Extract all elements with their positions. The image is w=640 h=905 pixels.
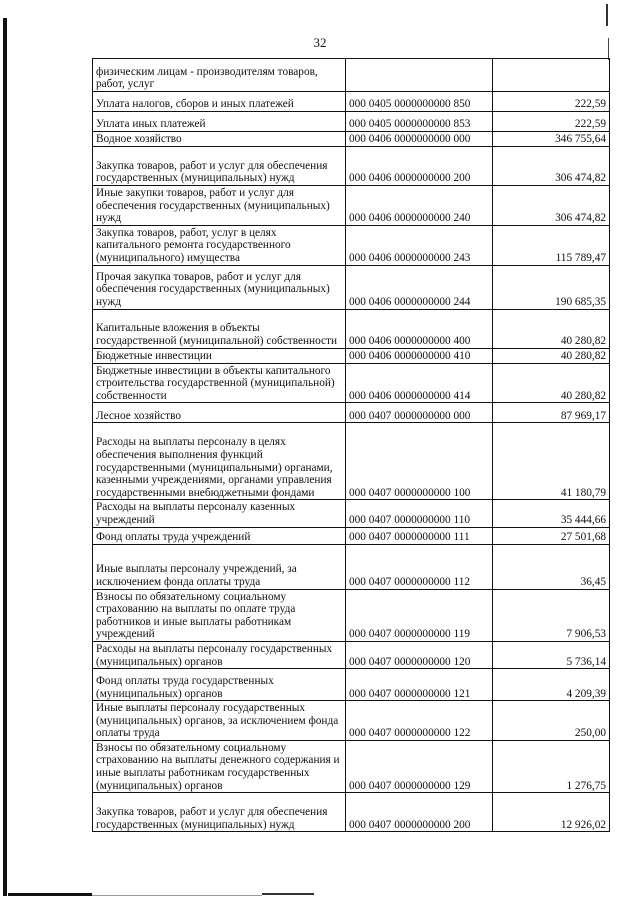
scan-edge-bottom-faint (92, 895, 262, 896)
table-row (93, 403, 610, 423)
scan-edge-bottom (8, 893, 92, 896)
table-row (93, 500, 610, 527)
expense-name: Взносы по обязательному социальному страхованию на выплаты по оплате труда работников и иные выплаты работникам учреждений (93, 589, 346, 641)
expense-name: Закупка товаров, работ, услуг в целях капитального ремонта государственного (муниципального) имущества (93, 225, 346, 265)
budget-code (346, 59, 493, 92)
page-number: 32 (313, 35, 327, 50)
amount: 222,59 (493, 92, 610, 112)
amount (493, 59, 610, 92)
amount: 190 685,35 (493, 265, 610, 309)
expense-name: Водное хозяйство (93, 132, 346, 147)
amount: 41 180,79 (493, 423, 610, 500)
expense-name: Бюджетные инвестиции в объекты капитального строительства государственной (муниципальной) собственности (93, 363, 346, 403)
table-row (93, 348, 610, 363)
expense-name: физическим лицам - производителям товаров, работ, услуг (93, 59, 346, 92)
expense-name: Фонд оплаты труда государственных (муниципальных) органов (93, 669, 346, 701)
budget-code: 000 0407 0000000000 121 (346, 669, 493, 701)
amount: 35 444,66 (493, 500, 610, 527)
amount: 40 280,82 (493, 348, 610, 363)
expense-name: Взносы по обязательному социальному страхованию на выплаты денежного содержания и иные выплаты работникам государственных (муниципальных) органов (93, 740, 346, 792)
amount: 36,45 (493, 544, 610, 589)
budget-code: 000 0407 0000000000 122 (346, 701, 493, 741)
table-row (93, 59, 610, 92)
table-row (93, 225, 610, 265)
budget-code: 000 0405 0000000000 853 (346, 112, 493, 132)
table-row (93, 92, 610, 112)
scan-mark-bottom (262, 893, 314, 895)
expense-name: Капитальные вложения в объекты государственной (муниципальной) собственности (93, 309, 346, 348)
amount: 4 209,39 (493, 669, 610, 701)
budget-code: 000 0406 0000000000 400 (346, 309, 493, 348)
amount: 12 926,02 (493, 793, 610, 832)
expense-name: Лесное хозяйство (93, 403, 346, 423)
amount: 306 474,82 (493, 186, 610, 226)
expense-name: Бюджетные инвестиции (93, 348, 346, 363)
budget-code: 000 0407 0000000000 100 (346, 423, 493, 500)
expense-name: Иные закупки товаров, работ и услуг для обеспечения государственных (муниципальных) нужд (93, 186, 346, 226)
table-row (93, 112, 610, 132)
expense-name: Расходы на выплаты персоналу государственных (муниципальных) органов (93, 641, 346, 668)
table-row (93, 527, 610, 544)
table-row (93, 309, 610, 348)
amount: 40 280,82 (493, 363, 610, 403)
amount: 87 969,17 (493, 403, 610, 423)
scan-edge-left (3, 18, 7, 896)
budget-code: 000 0405 0000000000 850 (346, 92, 493, 112)
amount: 306 474,82 (493, 147, 610, 186)
table-row (93, 265, 610, 309)
table-row (93, 701, 610, 741)
expense-name: Расходы на выплаты персоналу в целях обеспечения выполнения функций государственными (муниципальными) органами, казенными учреждениями, органами управления государственными внебюджетными фондами (93, 423, 346, 500)
budget-table (92, 58, 610, 832)
budget-code: 000 0406 0000000000 410 (346, 348, 493, 363)
table-row (93, 186, 610, 226)
amount: 222,59 (493, 112, 610, 132)
amount: 250,00 (493, 701, 610, 741)
scan-mark-right (606, 4, 608, 26)
table-row (93, 589, 610, 641)
expense-name: Фонд оплаты труда учреждений (93, 527, 346, 544)
budget-code: 000 0407 0000000000 120 (346, 641, 493, 668)
amount: 40 280,82 (493, 309, 610, 348)
table-row (93, 793, 610, 832)
amount: 27 501,68 (493, 527, 610, 544)
amount: 346 755,64 (493, 132, 610, 147)
budget-code: 000 0407 0000000000 119 (346, 589, 493, 641)
amount: 7 906,53 (493, 589, 610, 641)
expense-name: Закупка товаров, работ и услуг для обеспечения государственных (муниципальных) нужд (93, 147, 346, 186)
budget-code: 000 0407 0000000000 111 (346, 527, 493, 544)
budget-code: 000 0406 0000000000 240 (346, 186, 493, 226)
table-row (93, 363, 610, 403)
budget-code: 000 0406 0000000000 243 (346, 225, 493, 265)
amount: 115 789,47 (493, 225, 610, 265)
table-row (93, 544, 610, 589)
budget-code: 000 0407 0000000000 000 (346, 403, 493, 423)
amount: 5 736,14 (493, 641, 610, 668)
expense-name: Уплата налогов, сборов и иных платежей (93, 92, 346, 112)
budget-code: 000 0406 0000000000 414 (346, 363, 493, 403)
budget-code: 000 0406 0000000000 244 (346, 265, 493, 309)
budget-code: 000 0406 0000000000 200 (346, 147, 493, 186)
expense-name: Прочая закупка товаров, работ и услуг для обеспечения государственных (муниципальных) нужд (93, 265, 346, 309)
expense-name: Расходы на выплаты персоналу казенных учреждений (93, 500, 346, 527)
budget-code: 000 0407 0000000000 110 (346, 500, 493, 527)
table-row (93, 740, 610, 792)
expense-name: Иные выплаты персоналу учреждений, за исключением фонда оплаты труда (93, 544, 346, 589)
expense-name: Закупка товаров, работ и услуг для обеспечения государственных (муниципальных) нужд (93, 793, 346, 832)
budget-code: 000 0407 0000000000 129 (346, 740, 493, 792)
budget-code: 000 0407 0000000000 112 (346, 544, 493, 589)
table-row (93, 132, 610, 147)
amount: 1 276,75 (493, 740, 610, 792)
table-row (93, 423, 610, 500)
table-row (93, 669, 610, 701)
table-row (93, 641, 610, 668)
table-row (93, 147, 610, 186)
expense-name: Иные выплаты персоналу государственных (муниципальных) органов, за исключением фонда оплаты труда (93, 701, 346, 741)
budget-code: 000 0406 0000000000 000 (346, 132, 493, 147)
expense-name: Уплата иных платежей (93, 112, 346, 132)
budget-code: 000 0407 0000000000 200 (346, 793, 493, 832)
